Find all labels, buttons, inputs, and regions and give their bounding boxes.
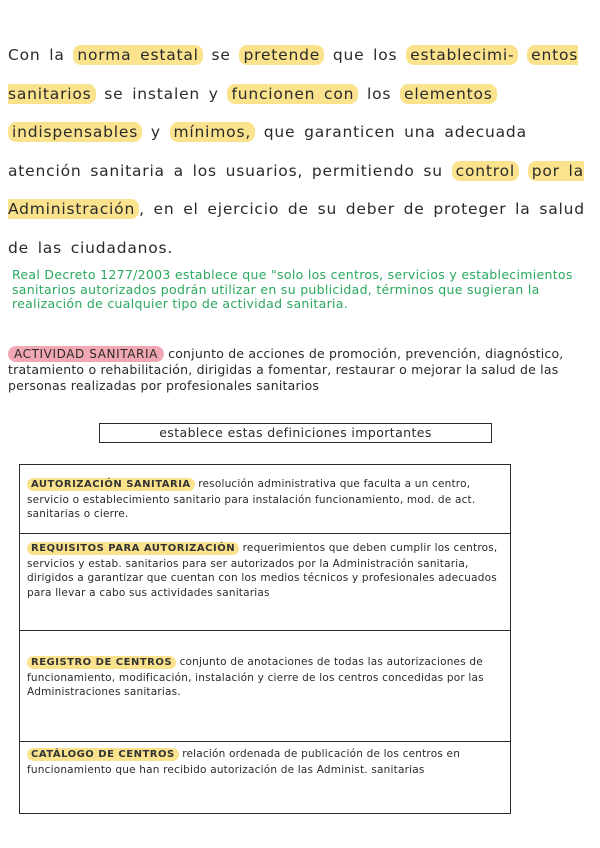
definition-text: relación ordenada de publicación de los centros en funcionamiento que han recibido autorización de las Administ. sanitarias [27,748,461,776]
definition-requisitos [27,541,506,600]
definition-catalogo [27,747,506,777]
definition-divider [20,630,510,631]
definition-divider [20,533,510,534]
definition-divider [20,741,510,742]
highlight-minimos: mínimos, [170,122,256,142]
decree-paragraph: Real Decreto 1277/2003 establece que "solo los centros, servicios y establecimientos sanitarios autorizados podrán utilizar en su publicidad, términos que sugieran la realización de cualquier tipo de actividad sanitaria. [12,267,573,311]
intro-text: y [142,123,170,141]
highlight-establecimientos-1: establecimi- [406,45,518,65]
intro-text: , en el ejercicio de su deber de proteger la salud de las ciudadanos. [8,200,585,257]
activity-text: conjunto de acciones de promoción, prevención, diagnóstico, tratamiento o rehabilitación, dirigidas a fomentar, restaurar o mejorar la salud de las personas realizadas por profesionales sanitarios [8,346,564,393]
highlight-control: control [452,161,519,181]
intro-text: que garanticen una adecuada atención sanitaria a los usuarios, permitiendo su [8,123,527,180]
intro-text: Con la [8,46,74,64]
intro-text: los [358,84,400,103]
highlight-indispensables: indispensables [8,122,142,142]
definitions-title: establece estas definiciones importantes [99,423,492,443]
highlight-elementos: elementos [400,84,497,104]
highlight-norma-estatal: norma estatal [73,45,202,65]
definition-registro [27,655,506,700]
highlight-establecimientos-2: entos sanitarios [8,46,579,103]
definition-text: conjunto de anotaciones de todas las autorizaciones de funcionamiento, modificación, instalación y cierre de los centros concedidas por las Administraciones sanitarias. [27,656,484,698]
definition-term: AUTORIZACIÓN SANITARIA [27,478,195,491]
intro-paragraph [8,36,592,267]
definition-term: CATÁLOGO DE CENTROS [27,748,179,761]
definition-term: REGISTRO DE CENTROS [27,656,176,669]
intro-text: se instalen y [95,84,228,103]
activity-definition [8,346,592,394]
definition-text: requerimientos que deben cumplir los centros, servicios y estab. sanitarios para ser autorizados por la Administración sanitaria, dirigidos a garantizar que cuentan con los medios técnicos y profesionales adecuados para llevar a cabo sus actividades sanitarias [27,542,498,599]
definition-autorizacion [27,477,506,522]
definitions-box [19,464,511,814]
highlight-funcionen: funcionen con [227,84,358,104]
highlight-pretende: pretende [239,45,324,65]
activity-term: ACTIVIDAD SANITARIA [8,346,164,362]
intro-text: se [202,46,240,64]
definition-term: REQUISITOS PARA AUTORIZACIÓN [27,542,239,555]
intro-text: que los [324,46,407,64]
highlight-administracion: por la Administración [8,161,584,218]
definition-text: resolución administrativa que faculta a un centro, servicio o establecimiento sanitario para instalación funcionamiento, mod. de act. sanitarias o cierre. [27,478,476,520]
